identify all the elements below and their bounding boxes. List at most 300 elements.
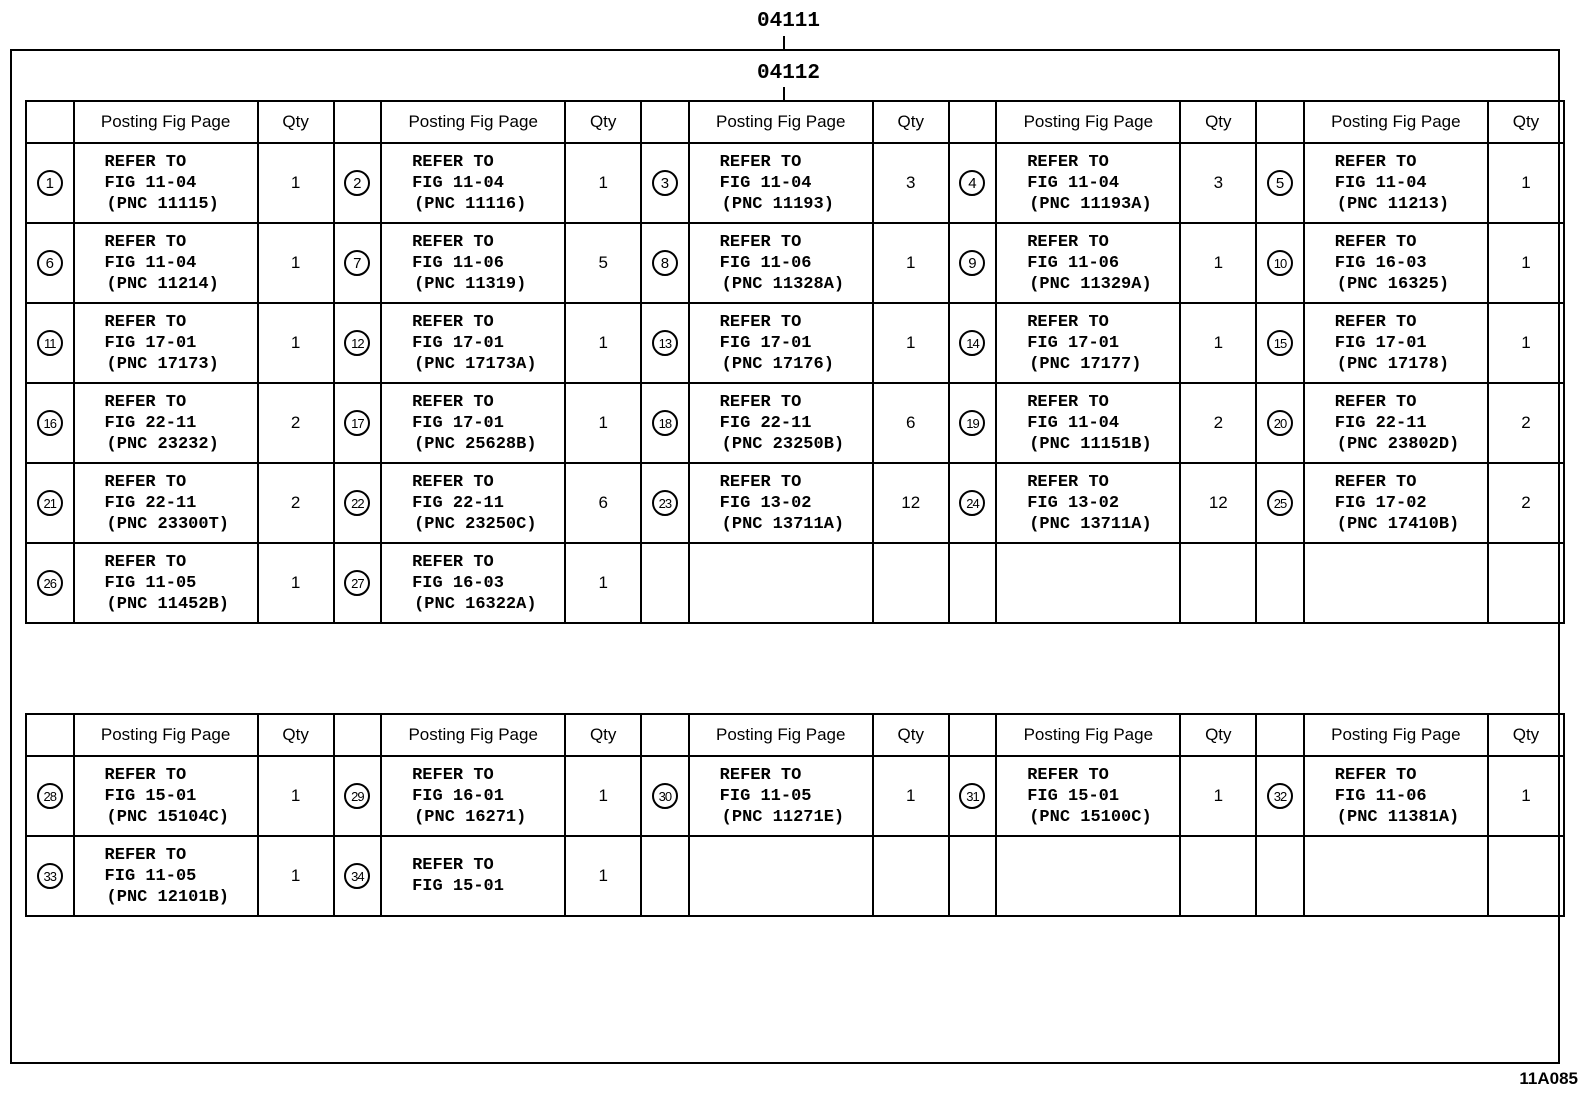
header-number-cell bbox=[949, 101, 997, 143]
item-number-cell bbox=[949, 463, 997, 543]
fig-reference: FIG 15-01 bbox=[104, 786, 197, 806]
reference-cell bbox=[689, 836, 873, 916]
reference-cell bbox=[381, 756, 565, 836]
reference-cell bbox=[381, 143, 565, 223]
qty-cell: 1 bbox=[1488, 303, 1564, 383]
refer-to-text: REFER TO bbox=[412, 765, 494, 785]
item-number-circle: 12 bbox=[344, 330, 370, 356]
item-number-cell bbox=[641, 836, 689, 916]
reference-cell bbox=[996, 223, 1180, 303]
table-row bbox=[26, 143, 1564, 223]
parts-table-2 bbox=[25, 713, 1565, 917]
item-number-cell bbox=[641, 463, 689, 543]
refer-to-text: REFER TO bbox=[719, 472, 802, 492]
fig-reference: FIG 22-11 bbox=[104, 493, 197, 513]
item-number-circle: 19 bbox=[959, 410, 985, 436]
item-number-cell bbox=[334, 223, 382, 303]
pnc-reference: (PNC 11328A) bbox=[721, 274, 845, 294]
refer-to-text: REFER TO bbox=[1027, 472, 1109, 492]
item-number-circle: 27 bbox=[344, 570, 370, 596]
figure-id: 11A085 bbox=[1519, 1069, 1578, 1088]
item-number-circle: 5 bbox=[1267, 170, 1293, 196]
item-number-circle: 16 bbox=[37, 410, 63, 436]
fig-reference: FIG 13-02 bbox=[719, 493, 812, 513]
item-number-cell bbox=[26, 223, 74, 303]
reference-cell bbox=[74, 383, 258, 463]
refer-to-text: REFER TO bbox=[1334, 152, 1417, 172]
fig-reference: FIG 11-06 bbox=[1027, 253, 1120, 273]
refer-to-text: REFER TO bbox=[104, 845, 187, 865]
pnc-reference: (PNC 13711A) bbox=[1029, 514, 1152, 534]
fig-reference: FIG 17-01 bbox=[412, 333, 504, 353]
header-posting-fig-page: Posting Fig Page bbox=[74, 714, 258, 756]
reference-cell bbox=[74, 756, 258, 836]
qty-cell: 3 bbox=[873, 143, 949, 223]
fig-reference: FIG 16-03 bbox=[412, 573, 504, 593]
qty-cell: 2 bbox=[1488, 463, 1564, 543]
item-number-cell bbox=[334, 543, 382, 623]
refer-to-text: REFER TO bbox=[1027, 765, 1109, 785]
pnc-reference: (PNC 11319) bbox=[414, 274, 527, 294]
qty-cell: 1 bbox=[1180, 756, 1256, 836]
pnc-reference: (PNC 11115) bbox=[106, 194, 219, 214]
refer-to-text: REFER TO bbox=[104, 765, 187, 785]
item-number-cell bbox=[1256, 836, 1304, 916]
header-number-cell bbox=[334, 714, 382, 756]
pnc-reference: (PNC 17176) bbox=[721, 354, 834, 374]
qty-cell: 1 bbox=[1180, 303, 1256, 383]
refer-to-text: REFER TO bbox=[1334, 312, 1417, 332]
header-posting-fig-page: Posting Fig Page bbox=[996, 101, 1180, 143]
reference-cell bbox=[996, 303, 1180, 383]
item-number-cell bbox=[949, 756, 997, 836]
reference-cell bbox=[689, 383, 873, 463]
qty-cell: 2 bbox=[258, 383, 334, 463]
item-number-cell bbox=[949, 383, 997, 463]
refer-to-text: REFER TO bbox=[412, 392, 494, 412]
fig-reference: FIG 11-04 bbox=[1027, 413, 1120, 433]
item-number-circle: 4 bbox=[959, 170, 985, 196]
item-number-circle: 21 bbox=[37, 490, 63, 516]
refer-to-text: REFER TO bbox=[412, 152, 494, 172]
qty-cell: 1 bbox=[565, 756, 641, 836]
item-number-cell bbox=[334, 756, 382, 836]
fig-reference: FIG 16-03 bbox=[1334, 253, 1427, 273]
reference-cell bbox=[689, 143, 873, 223]
table-row bbox=[26, 303, 1564, 383]
reference-cell bbox=[74, 543, 258, 623]
header-posting-fig-page: Posting Fig Page bbox=[1304, 714, 1488, 756]
refer-to-text: REFER TO bbox=[719, 765, 802, 785]
reference-cell bbox=[74, 143, 258, 223]
header-row bbox=[26, 101, 1564, 143]
qty-cell: 1 bbox=[565, 836, 641, 916]
qty-cell bbox=[1488, 836, 1564, 916]
header-qty: Qty bbox=[1488, 714, 1564, 756]
item-number-cell bbox=[1256, 223, 1304, 303]
refer-to-text: REFER TO bbox=[719, 152, 802, 172]
item-number-cell bbox=[26, 756, 74, 836]
header-number-cell bbox=[26, 714, 74, 756]
connector-line-sub bbox=[783, 87, 785, 101]
reference-cell bbox=[996, 543, 1180, 623]
item-number-circle: 32 bbox=[1267, 783, 1293, 809]
item-number-circle: 14 bbox=[959, 330, 985, 356]
refer-to-text: REFER TO bbox=[104, 312, 187, 332]
item-number-cell bbox=[641, 543, 689, 623]
refer-to-text: REFER TO bbox=[104, 152, 187, 172]
qty-cell: 1 bbox=[1488, 223, 1564, 303]
item-number-cell bbox=[949, 143, 997, 223]
pnc-reference: (PNC 11381A) bbox=[1336, 807, 1460, 827]
qty-cell: 1 bbox=[258, 543, 334, 623]
parts-table-1 bbox=[25, 100, 1565, 624]
header-posting-fig-page: Posting Fig Page bbox=[381, 714, 565, 756]
pnc-reference: (PNC 11193A) bbox=[1029, 194, 1152, 214]
qty-cell: 1 bbox=[565, 383, 641, 463]
pnc-reference: (PNC 11271E) bbox=[721, 807, 845, 827]
qty-cell: 1 bbox=[565, 143, 641, 223]
item-number-circle: 33 bbox=[37, 863, 63, 889]
reference-cell bbox=[381, 543, 565, 623]
refer-to-text: REFER TO bbox=[412, 472, 494, 492]
qty-cell: 1 bbox=[1180, 223, 1256, 303]
qty-cell: 1 bbox=[258, 303, 334, 383]
item-number-circle: 23 bbox=[652, 490, 678, 516]
reference-cell bbox=[689, 463, 873, 543]
refer-to-text: REFER TO bbox=[412, 232, 494, 252]
item-number-cell bbox=[949, 836, 997, 916]
reference-cell bbox=[74, 223, 258, 303]
item-number-circle: 6 bbox=[37, 250, 63, 276]
item-number-cell bbox=[949, 303, 997, 383]
table-row bbox=[26, 836, 1564, 916]
header-qty: Qty bbox=[565, 714, 641, 756]
pnc-reference: (PNC 23802D) bbox=[1336, 434, 1460, 454]
header-number-cell bbox=[1256, 101, 1304, 143]
item-number-cell bbox=[949, 543, 997, 623]
pnc-reference: (PNC 17173) bbox=[106, 354, 219, 374]
qty-cell: 1 bbox=[1488, 143, 1564, 223]
fig-reference: FIG 11-06 bbox=[412, 253, 504, 273]
refer-to-text: REFER TO bbox=[1027, 312, 1109, 332]
pnc-reference: (PNC 16322A) bbox=[414, 594, 537, 614]
qty-cell: 3 bbox=[1180, 143, 1256, 223]
fig-reference: FIG 22-11 bbox=[1334, 413, 1427, 433]
item-number-circle: 18 bbox=[652, 410, 678, 436]
reference-cell bbox=[74, 463, 258, 543]
refer-to-text: REFER TO bbox=[1334, 392, 1417, 412]
item-number-cell bbox=[26, 463, 74, 543]
reference-cell bbox=[1304, 303, 1488, 383]
assembly-label-sub: 04112 bbox=[757, 62, 821, 85]
refer-to-text: REFER TO bbox=[1334, 765, 1417, 785]
qty-cell: 1 bbox=[873, 756, 949, 836]
refer-to-text: REFER TO bbox=[412, 312, 494, 332]
assembly-label-top: 04111 bbox=[757, 10, 821, 33]
item-number-circle: 22 bbox=[344, 490, 370, 516]
fig-reference: FIG 22-11 bbox=[104, 413, 197, 433]
reference-cell bbox=[996, 836, 1180, 916]
item-number-cell bbox=[949, 223, 997, 303]
fig-reference: FIG 11-04 bbox=[104, 173, 197, 193]
header-posting-fig-page: Posting Fig Page bbox=[996, 714, 1180, 756]
header-number-cell bbox=[641, 714, 689, 756]
pnc-reference: (PNC 23250C) bbox=[414, 514, 537, 534]
item-number-cell bbox=[26, 303, 74, 383]
pnc-reference: (PNC 17410B) bbox=[1336, 514, 1460, 534]
header-row bbox=[26, 714, 1564, 756]
header-posting-fig-page: Posting Fig Page bbox=[381, 101, 565, 143]
item-number-cell bbox=[1256, 143, 1304, 223]
qty-cell: 1 bbox=[258, 836, 334, 916]
pnc-reference: (PNC 23232) bbox=[106, 434, 219, 454]
pnc-reference: (PNC 15104C) bbox=[106, 807, 229, 827]
pnc-reference: (PNC 11452B) bbox=[106, 594, 229, 614]
reference-cell bbox=[1304, 143, 1488, 223]
header-number-cell bbox=[1256, 714, 1304, 756]
item-number-circle: 34 bbox=[344, 863, 370, 889]
item-number-cell bbox=[641, 756, 689, 836]
item-number-cell bbox=[1256, 383, 1304, 463]
header-posting-fig-page: Posting Fig Page bbox=[689, 714, 873, 756]
qty-cell: 1 bbox=[873, 303, 949, 383]
item-number-circle: 10 bbox=[1267, 250, 1293, 276]
fig-reference: FIG 17-01 bbox=[104, 333, 197, 353]
refer-to-text: REFER TO bbox=[1027, 152, 1109, 172]
item-number-cell bbox=[334, 303, 382, 383]
header-qty: Qty bbox=[873, 101, 949, 143]
reference-cell bbox=[1304, 543, 1488, 623]
header-number-cell bbox=[26, 101, 74, 143]
item-number-circle: 2 bbox=[344, 170, 370, 196]
refer-to-text: REFER TO bbox=[719, 392, 802, 412]
item-number-circle: 31 bbox=[959, 783, 985, 809]
qty-cell: 2 bbox=[1488, 383, 1564, 463]
item-number-cell bbox=[334, 383, 382, 463]
fig-reference: FIG 11-05 bbox=[104, 866, 197, 886]
item-number-cell bbox=[26, 543, 74, 623]
fig-reference: FIG 17-02 bbox=[1334, 493, 1427, 513]
reference-cell bbox=[689, 543, 873, 623]
header-number-cell bbox=[641, 101, 689, 143]
header-qty: Qty bbox=[1488, 101, 1564, 143]
qty-cell: 2 bbox=[258, 463, 334, 543]
header-qty: Qty bbox=[873, 714, 949, 756]
reference-cell bbox=[381, 836, 565, 916]
qty-cell bbox=[873, 543, 949, 623]
reference-cell bbox=[996, 463, 1180, 543]
header-posting-fig-page: Posting Fig Page bbox=[74, 101, 258, 143]
item-number-cell bbox=[334, 836, 382, 916]
refer-to-text: REFER TO bbox=[104, 392, 187, 412]
header-qty: Qty bbox=[258, 714, 334, 756]
reference-cell bbox=[74, 836, 258, 916]
item-number-circle: 13 bbox=[652, 330, 678, 356]
pnc-reference: (PNC 25628B) bbox=[414, 434, 537, 454]
fig-reference: FIG 17-01 bbox=[412, 413, 504, 433]
item-number-cell bbox=[1256, 756, 1304, 836]
reference-cell bbox=[1304, 836, 1488, 916]
qty-cell: 1 bbox=[873, 223, 949, 303]
reference-cell bbox=[1304, 383, 1488, 463]
fig-reference: FIG 11-04 bbox=[719, 173, 812, 193]
qty-cell: 1 bbox=[1488, 756, 1564, 836]
fig-reference: FIG 11-04 bbox=[1027, 173, 1120, 193]
item-number-cell bbox=[26, 836, 74, 916]
table-row bbox=[26, 223, 1564, 303]
header-posting-fig-page: Posting Fig Page bbox=[689, 101, 873, 143]
header-posting-fig-page: Posting Fig Page bbox=[1304, 101, 1488, 143]
pnc-reference: (PNC 23250B) bbox=[721, 434, 845, 454]
reference-cell bbox=[996, 756, 1180, 836]
refer-to-text: REFER TO bbox=[412, 856, 494, 875]
item-number-cell bbox=[334, 143, 382, 223]
reference-cell bbox=[381, 383, 565, 463]
fig-reference: FIG 17-01 bbox=[719, 333, 812, 353]
reference-cell bbox=[1304, 463, 1488, 543]
reference-cell bbox=[381, 303, 565, 383]
qty-cell bbox=[1488, 543, 1564, 623]
item-number-circle: 11 bbox=[37, 330, 63, 356]
fig-reference: FIG 11-06 bbox=[719, 253, 812, 273]
connector-line-top bbox=[783, 36, 785, 50]
item-number-circle: 20 bbox=[1267, 410, 1293, 436]
reference-cell bbox=[996, 383, 1180, 463]
header-qty: Qty bbox=[1180, 714, 1256, 756]
pnc-reference: (PNC 17173A) bbox=[414, 354, 537, 374]
reference-cell bbox=[689, 756, 873, 836]
item-number-circle: 24 bbox=[959, 490, 985, 516]
table-row bbox=[26, 383, 1564, 463]
fig-reference: FIG 11-06 bbox=[1334, 786, 1427, 806]
fig-reference: FIG 16-01 bbox=[412, 786, 504, 806]
fig-reference: FIG 11-05 bbox=[719, 786, 812, 806]
pnc-reference: (PNC 17178) bbox=[1336, 354, 1450, 374]
refer-to-text: REFER TO bbox=[104, 232, 187, 252]
reference-cell bbox=[689, 223, 873, 303]
item-number-circle: 26 bbox=[37, 570, 63, 596]
item-number-circle: 29 bbox=[344, 783, 370, 809]
fig-reference: FIG 17-01 bbox=[1334, 333, 1427, 353]
reference-cell bbox=[689, 303, 873, 383]
item-number-cell bbox=[1256, 303, 1304, 383]
fig-reference: FIG 11-04 bbox=[412, 173, 504, 193]
qty-cell: 2 bbox=[1180, 383, 1256, 463]
item-number-cell bbox=[641, 223, 689, 303]
reference-cell bbox=[381, 223, 565, 303]
pnc-reference: (PNC 11329A) bbox=[1029, 274, 1152, 294]
fig-reference: FIG 22-11 bbox=[412, 493, 504, 513]
item-number-cell bbox=[641, 303, 689, 383]
header-number-cell bbox=[949, 714, 997, 756]
table-row bbox=[26, 463, 1564, 543]
pnc-reference: (PNC 11116) bbox=[414, 194, 527, 214]
refer-to-text: REFER TO bbox=[104, 472, 187, 492]
item-number-circle: 15 bbox=[1267, 330, 1293, 356]
refer-to-text: REFER TO bbox=[1027, 232, 1109, 252]
table-row bbox=[26, 543, 1564, 623]
refer-to-text: REFER TO bbox=[104, 552, 187, 572]
item-number-circle: 28 bbox=[37, 783, 63, 809]
reference-cell bbox=[996, 143, 1180, 223]
qty-cell: 12 bbox=[873, 463, 949, 543]
qty-cell: 1 bbox=[565, 543, 641, 623]
item-number-circle: 30 bbox=[652, 783, 678, 809]
refer-to-text: REFER TO bbox=[719, 232, 802, 252]
item-number-circle: 8 bbox=[652, 250, 678, 276]
qty-cell bbox=[1180, 543, 1256, 623]
pnc-reference: (PNC 15100C) bbox=[1029, 807, 1152, 827]
fig-reference: FIG 13-02 bbox=[1027, 493, 1120, 513]
item-number-circle: 1 bbox=[37, 170, 63, 196]
header-qty: Qty bbox=[258, 101, 334, 143]
qty-cell bbox=[1180, 836, 1256, 916]
refer-to-text: REFER TO bbox=[1334, 472, 1417, 492]
reference-cell bbox=[381, 463, 565, 543]
reference-cell bbox=[1304, 223, 1488, 303]
item-number-circle: 17 bbox=[344, 410, 370, 436]
pnc-reference: (PNC 11151B) bbox=[1029, 434, 1152, 454]
item-number-cell bbox=[641, 383, 689, 463]
item-number-cell bbox=[1256, 463, 1304, 543]
qty-cell: 1 bbox=[258, 756, 334, 836]
item-number-circle: 7 bbox=[344, 250, 370, 276]
pnc-reference: (PNC 23300T) bbox=[106, 514, 229, 534]
item-number-cell bbox=[641, 143, 689, 223]
qty-cell: 1 bbox=[565, 303, 641, 383]
pnc-reference: (PNC 11213) bbox=[1336, 194, 1450, 214]
refer-to-text: REFER TO bbox=[719, 312, 802, 332]
header-number-cell bbox=[334, 101, 382, 143]
qty-cell: 6 bbox=[873, 383, 949, 463]
pnc-reference: (PNC 16271) bbox=[414, 807, 527, 827]
item-number-cell bbox=[1256, 543, 1304, 623]
fig-reference: FIG 11-05 bbox=[104, 573, 197, 593]
refer-to-text: REFER TO bbox=[412, 552, 494, 572]
item-number-cell bbox=[26, 383, 74, 463]
fig-reference: FIG 15-01 bbox=[1027, 786, 1120, 806]
pnc-reference: (PNC 16325) bbox=[1336, 274, 1450, 294]
item-number-cell bbox=[26, 143, 74, 223]
qty-cell: 5 bbox=[565, 223, 641, 303]
fig-reference: FIG 11-04 bbox=[104, 253, 197, 273]
pnc-reference: (PNC 17177) bbox=[1029, 354, 1142, 374]
fig-reference: FIG 22-11 bbox=[719, 413, 812, 433]
fig-reference: FIG 17-01 bbox=[1027, 333, 1120, 353]
reference-cell bbox=[74, 303, 258, 383]
qty-cell: 1 bbox=[258, 143, 334, 223]
fig-reference: FIG 11-04 bbox=[1334, 173, 1427, 193]
header-qty: Qty bbox=[1180, 101, 1256, 143]
item-number-circle: 9 bbox=[959, 250, 985, 276]
fig-reference: FIG 15-01 bbox=[412, 877, 504, 896]
pnc-reference: (PNC 13711A) bbox=[721, 514, 845, 534]
pnc-reference: (PNC 11193) bbox=[721, 194, 834, 214]
qty-cell: 1 bbox=[258, 223, 334, 303]
refer-to-text: REFER TO bbox=[1027, 392, 1109, 412]
pnc-reference: (PNC 12101B) bbox=[106, 887, 229, 907]
refer-to-text: REFER TO bbox=[1334, 232, 1417, 252]
qty-cell: 12 bbox=[1180, 463, 1256, 543]
table-row bbox=[26, 756, 1564, 836]
item-number-cell bbox=[334, 463, 382, 543]
item-number-circle: 25 bbox=[1267, 490, 1293, 516]
reference-cell bbox=[1304, 756, 1488, 836]
qty-cell: 6 bbox=[565, 463, 641, 543]
item-number-circle: 3 bbox=[652, 170, 678, 196]
pnc-reference: (PNC 11214) bbox=[106, 274, 219, 294]
